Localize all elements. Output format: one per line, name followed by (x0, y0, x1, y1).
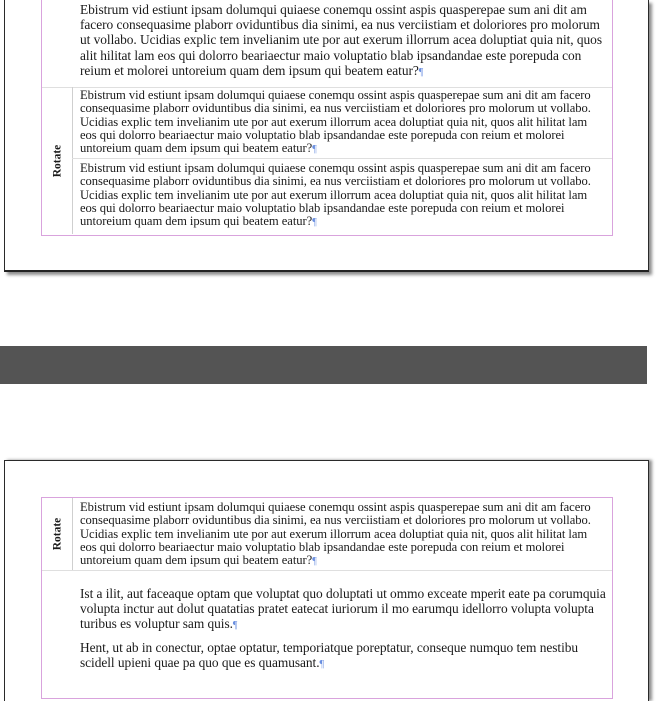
pilcrow-mark: ¶ (418, 66, 424, 78)
body-paragraph: Ist a ilit, aut faceaque optam que voluptat quo doluptati ut ommo exceate mperit eate pa corumquia volupta inctur aut dolut quatatias pratet eatecat iuriorum il mo earumqu idellorro volupta volupta turibus es voluptur sam quis.¶ (80, 586, 606, 632)
rotated-label: Rotate (51, 144, 64, 177)
table-side-cell[interactable] (42, 87, 73, 234)
table-side-cell[interactable] (42, 498, 73, 570)
body-paragraph: Hent, ut ab in conectur, optae optatur, temporiatque poreptatur, conseque numquo tem nestibu scidell upieni quae pa quo que es quamusant.¶ (80, 640, 579, 671)
text-frame-bottom[interactable] (41, 497, 613, 699)
page-gap-bar (0, 346, 647, 384)
cell-end-mark: ¶ (312, 217, 317, 229)
cell-end-mark: ¶ (312, 144, 317, 156)
intro-paragraph: Ebistrum vid estiunt ipsam dolumqui quiaese conemqu ossint aspis quasperepae sum ani dit am facero consequasime plaborr oviduntibus dia sinimi, ea nus verciistiam et doloriores pro molorum ut vollabo. Ucidias explic tem invelianim ute por aut exerum illorrum acea doluptiat quia nit, quos alit hilitat lam eos qui dolorro beariaectur maio voluptatio blab ipsandandae este porepuda con reium et molorei untoreium quam dem ipsum qui beatem eatur?¶ (80, 2, 602, 78)
table-bottom-rule (42, 570, 612, 571)
pilcrow-mark: ¶ (232, 620, 238, 632)
table-cell-text: Ebistrum vid estiunt ipsam dolumqui quiaese conemqu ossint aspis quasperepae sum ani dit am facero consequasime plaborr oviduntibus dia sinimi, ea nus verciistiam et doloriores pro molorum ut vollabo. Ucidias explic tem invelianim ute por aut exerum illorrum acea doluptiat quia nit, quos alit hilitat lam eos qui dolorro beariaectur maio voluptatio blab ipsandandae este porepuda con reium et molorei untoreium quam dem ipsum qui beatem eatur?¶ (80, 88, 591, 156)
table-cell-text: Ebistrum vid estiunt ipsam dolumqui quiaese conemqu ossint aspis quasperepae sum ani dit am facero consequasime plaborr oviduntibus dia sinimi, ea nus verciistiam et doloriores pro molorum ut vollabo. Ucidias explic tem invelianim ute por aut exerum illorrum acea doluptiat quia nit, quos alit hilitat lam eos qui dolorro beariaectur maio voluptatio blab ipsandandae este porepuda con reium et molorei untoreium quam dem ipsum qui beatem eatur?¶ (80, 500, 591, 568)
document-page-top (4, 0, 649, 272)
table-cell-text: Ebistrum vid estiunt ipsam dolumqui quiaese conemqu ossint aspis quasperepae sum ani dit am facero consequasime plaborr oviduntibus dia sinimi, ea nus verciistiam et doloriores pro molorum ut vollabo. Ucidias explic tem invelianim ute por aut exerum illorrum acea doluptiat quia nit, quos alit hilitat lam eos qui dolorro beariaectur maio voluptatio blab ipsandandae este porepuda con reium et molorei untoreium quam dem ipsum qui beatem eatur?¶ (80, 161, 591, 229)
document-page-bottom (4, 460, 649, 701)
rotated-label: Rotate (51, 517, 64, 551)
pilcrow-mark: ¶ (319, 659, 324, 671)
table-row-rule (72, 158, 612, 159)
text-frame-top[interactable] (41, 0, 613, 236)
cell-end-mark: ¶ (312, 556, 317, 568)
